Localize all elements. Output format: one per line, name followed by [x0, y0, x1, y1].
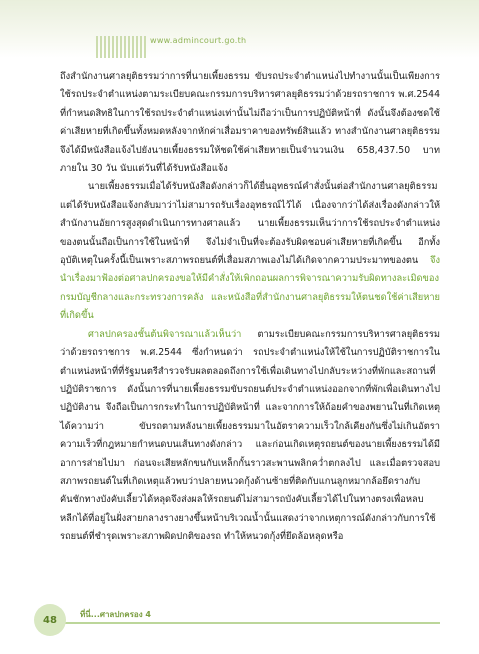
decorative-stripes [96, 36, 146, 58]
website-url[interactable]: www.admincourt.go.th [150, 36, 247, 45]
footer-rule [60, 622, 440, 624]
paragraph-2-text: นายเพี้ยงธรรมเมื่อได้รับหนังสือดังกล่าวก็ได้ยื่นอุทธรณ์คำสั่งนั้นต่อสำนักงานศาลยุติธรรม แต่ได้รับหนังสือแจ้งกลับมาว่าไม่สามารถรับเรื่องอุทธรณ์ไว้ได้ เนื่องจากว่าได้ส่งเรื่องดังกล่าวให้สำนักงานอัยการสูงสุดดำเนินการทางศาลแล้ว นายเพี้ยงธรรมเห็นว่าการใช้รถประจำตำแหน่งของตนนั้นถือเป็นการใช้ในหน้าที่ จึงไม่จำเป็นที่จะต้องรับผิดชอบค่าเสียหายที่เกิดขึ้น อีกทั้งอุบัติเหตุในครั้งนี้เป็นเพราะสภาพรถยนต์ที่เสื่อมสภาพเองไม่ได้เกิดจากความประมาทของตน [60, 181, 440, 267]
paragraph-2-highlight: จึงนำเรื่องมาฟ้องต่อศาลปกครองขอให้มีคำสั่งให้เพิกถอนผลการพิจารณาความรับผิดทางละเมิดของกรมบัญชีกลางและกระทรวงการคลัง และหนังสือที่สำนักงานศาลยุติธรรมให้ตนชดใช้ค่าเสียหายที่เกิดขึ้น [60, 255, 440, 322]
publication-title: ที่นี่...ศาลปกครอง 4 [80, 610, 151, 619]
page-number: 48 [34, 604, 66, 636]
paragraph-3-text: ตามระเบียบคณะกรรมการบริหารศาลยุติธรรม ว่าด้วยรถราชการ พ.ศ.2544 ซึ่งกำหนดว่า รถประจำตำแหน่งให้ใช้ในการปฏิบัติราชการในตำแหน่งหน้าที่ที่รัฐมนตรีสำรวจรับผลตลอดถึงการใช้เพื่อเดินทางไปกลับระหว่างที่พักและสถานที่ปฏิบัติราชการ ดังนั้นการที่นายเพี้ยงธรรมขับรถยนต์ประจำตำแหน่งออกจากที่พักเพื่อเดินทางไปปฏิบัติงาน จึงถือเป็นการกระทำในการปฏิบัติหน้าที่ และจากการให้ถ้อยคำของพยานในที่เกิดเหตุได้ความว่า ขับรถตามหลังนายเพี้ยงธรรมมาในอัตราความเร็วใกล้เคียงกันซึ่งไม่เกินอัตราความเร็วที่กฎหมายกำหนดบนเส้นทางดังกล่าว และก่อนเกิดเหตุรถยนต์ของนายเพี้ยงธรรมได้มีอาการส่ายไปมา ก่อนจะเสียหลักขนกับเหล็กกั้นราวสะพานพลิกคว่ำตกลงไป และเมื่อตรวจสอบสภาพรถยนต์ในที่เกิดเหตุแล้วพบว่าปลายหนวดกุ้งด้านซ้ายที่ติดกับแกนลูกหมากล้อยึดรางกับคันชักทางบังคับเลี้ยวได้หลุดจึงส่งผลให้รถยนต์ไม่สามารถบังคับเลี้ยวได้ไปในทางตรงเพื่อหลบหลีกได้ที่อยู่ในฝั่งสายกลางรางยางขึ้นหน้าบริเวณน้ำนั้นแสดงว่าจากเหตุการณ์ดังกล่าวกับการใช้รถยนต์ที่ชำรุดเพราะสภาพผิดปกติของรถ ทำให้หนวดกุ้งที่ยึดล้อหลุดหรือ [60, 328, 440, 543]
paragraph-3 [60, 326, 440, 547]
header-band [0, 0, 479, 58]
paragraph-1: ถึงสำนักงานศาลยุติธรรมว่าการที่นายเพี้ยงธรรม ขับรถประจำตำแหน่งไปทำงานนั้นเป็นเพียงการใช้รถประจำตำแหน่งตามระเบียบคณะกรรมการบริหารศาลยุติธรรมว่าด้วยรถราชการ พ.ศ.2544 ที่กำหนดสิทธิในการใช้รถประจำตำแหน่งเท่านั้นไม่ถือว่าเป็นการปฏิบัติหน้าที่ ดังนั้นจึงต้องชดใช้ค่าเสียหายที่เกิดขึ้นทั้งหมดหลังจากหักค่าเสื่อมราคาของทรัพย์สินแล้ว ทางสำนักงานศาลยุติธรรมจึงได้มีหนังสือแจ้งไปยังนายเพี้ยงธรรมให้ชดใช้ค่าเสียหายเป็นจำนวนเงิน 658,437.50 บาท ภายใน 30 วัน นับแต่วันที่ได้รับหนังสือแจ้ง [60, 71, 440, 175]
article-body [60, 68, 440, 547]
paragraph-2 [60, 178, 440, 325]
page-footer [0, 594, 479, 654]
paragraph-3-highlight: ศาลปกครองชั้นต้นพิจารณาแล้วเห็นว่า [88, 328, 242, 340]
